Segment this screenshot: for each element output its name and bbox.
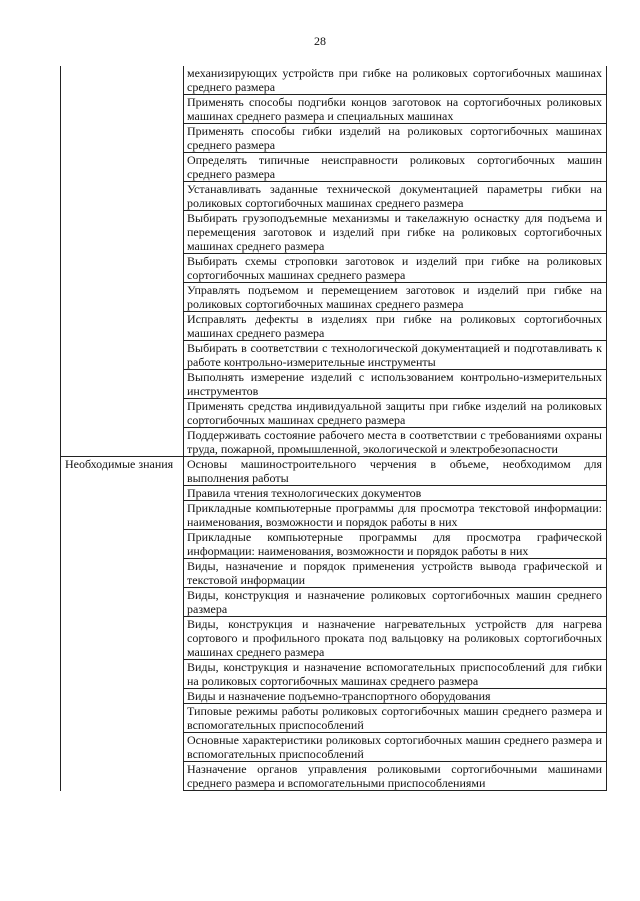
skill-item: Применять средства индивидуальной защиты при гибке изделий на роликовых сортогибочных машинах среднего размера [184,399,607,428]
competency-table [60,66,607,791]
knowledge-item: Прикладные компьютерные программы для просмотра текстовой информации: наименования, возможности и порядок работы в них [184,501,607,530]
knowledge-label: Необходимые знания [61,457,184,791]
skill-item: механизирующих устройств при гибке на роликовых сортогибочных машинах среднего размера [184,66,607,95]
table-row [61,66,607,95]
table-row [61,457,607,486]
knowledge-item: Основные характеристики роликовых сортогибочных машин среднего размера и вспомогательных приспособлений [184,733,607,762]
skill-item: Выбирать в соответствии с технологической документацией и подготавливать к работе контрольно-измерительные инструменты [184,341,607,370]
knowledge-item: Основы машиностроительного черчения в объеме, необходимом для выполнения работы [184,457,607,486]
skill-item: Выбирать грузоподъемные механизмы и такелажную оснастку для подъема и перемещения заготовок и изделий при гибке на роликовых сортогибочных машинах среднего размера [184,211,607,254]
knowledge-item: Виды, конструкция и назначение вспомогательных приспособлений для гибки на роликовых сортогибочных машинах среднего размера [184,660,607,689]
skill-item: Применять способы гибки изделий на роликовых сортогибочных машинах среднего размера [184,124,607,153]
skill-item: Поддерживать состояние рабочего места в соответствии с требованиями охраны труда, пожарной, промышленной, экологической и электробезопасности [184,428,607,457]
knowledge-item: Назначение органов управления роликовыми сортогибочными машинами среднего размера и вспомогательными приспособлениями [184,762,607,791]
knowledge-item: Виды, назначение и порядок применения устройств вывода графической и текстовой информации [184,559,607,588]
knowledge-item: Типовые режимы работы роликовых сортогибочных машин среднего размера и вспомогательных приспособлений [184,704,607,733]
skills-label-cell [61,66,184,457]
knowledge-item: Прикладные компьютерные программы для просмотра графической информации: наименования, возможности и порядок работы в них [184,530,607,559]
knowledge-item: Виды, конструкция и назначение нагревательных устройств для нагрева сортового и профильного проката под вальцовку на роликовых сортогибочных машинах среднего размера [184,617,607,660]
skill-item: Применять способы подгибки концов заготовок на сортогибочных роликовых машинах среднего размера и специальных машинах [184,95,607,124]
skill-item: Выполнять измерение изделий с использованием контрольно-измерительных инструментов [184,370,607,399]
knowledge-item: Правила чтения технологических документов [184,486,607,501]
knowledge-item: Виды, конструкция и назначение роликовых сортогибочных машин среднего размера [184,588,607,617]
knowledge-item: Виды и назначение подъемно-транспортного оборудования [184,689,607,704]
skill-item: Управлять подъемом и перемещением заготовок и изделий при гибке на роликовых сортогибочных машинах среднего размера [184,283,607,312]
skill-item: Выбирать схемы строповки заготовок и изделий при гибке на роликовых сортогибочных машинах среднего размера [184,254,607,283]
page-number: 28 [314,34,326,48]
skill-item: Исправлять дефекты в изделиях при гибке на роликовых сортогибочных машинах среднего размера [184,312,607,341]
skill-item: Устанавливать заданные технической документацией параметры гибки на роликовых сортогибочных машинах среднего размера [184,182,607,211]
skill-item: Определять типичные неисправности роликовых сортогибочных машин среднего размера [184,153,607,182]
